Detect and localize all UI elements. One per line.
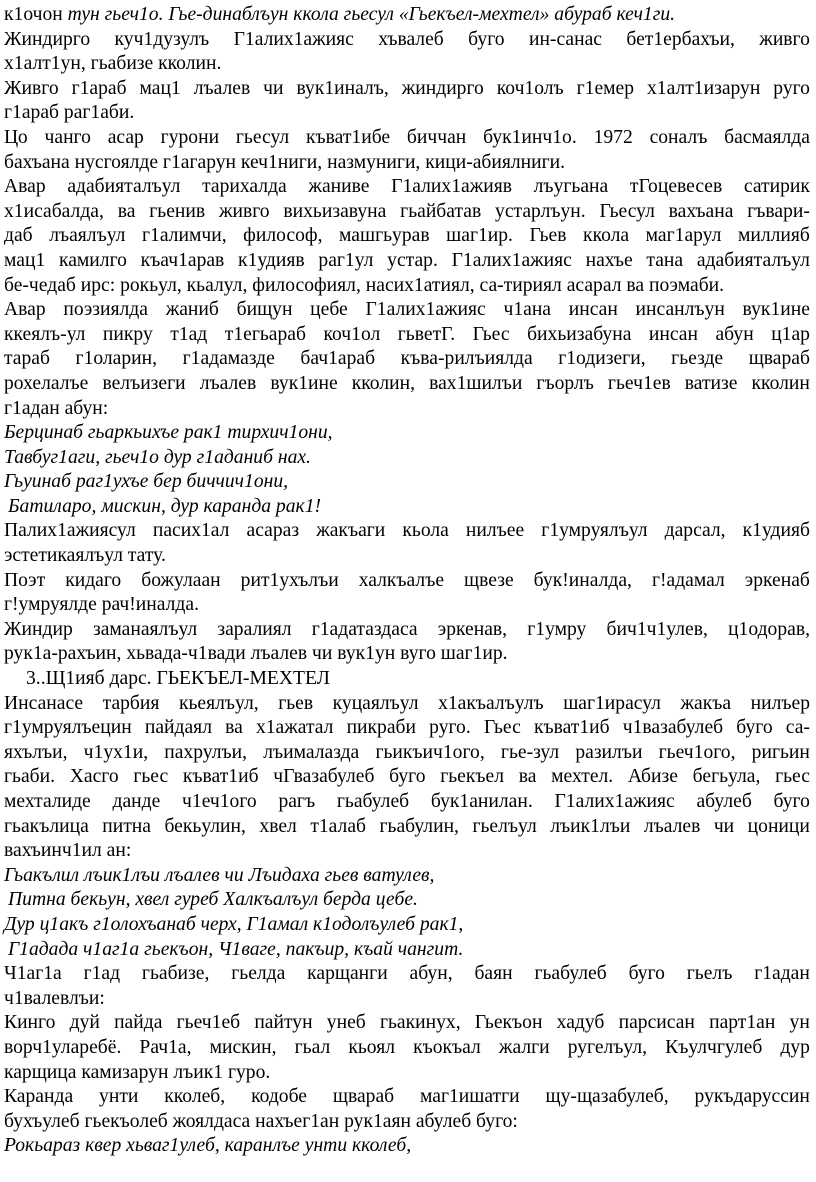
paragraph <box>4 618 810 667</box>
text-line: бахъана нусгоялде г1агарун кеч1ниги, назмуниги, кици-абиялниги. <box>4 151 566 173</box>
text-line: гьаби. Хасго гьес къват1иб чГвазабулеб буго гьекъел ва мехтел. Абизе бегьула, гьес <box>4 766 810 788</box>
text-line: Каранда унти кколеб, кодобе щвараб маг1ишатги щу-щазабулеб, рукъдаруссин <box>4 1086 810 1108</box>
verse-line: Берцинаб гьаркьихъе рак1 тирхич1они, <box>4 422 333 444</box>
text-line: Авар адабияталъул тарихалда жаниве Г1алих1ажияв лъугьана тГоцевесев сатирик <box>4 176 810 198</box>
paragraph <box>4 77 810 126</box>
text-line: ч1валевлъи: <box>4 987 105 1009</box>
verse-line: Тавбуг1аги, гьеч1о дур г1аданиб нах. <box>4 446 311 468</box>
paragraph <box>4 126 810 175</box>
text-line: Ч1аг1а г1ад гьабизе, гьелда карщанги абун, баян гьабулеб буго гьелъ г1адан <box>4 963 810 985</box>
text-line: Жиндир заманаялъул заралиял г1адатаздаса эркенав, г1умру бич1ч1улев, ц1одорав, <box>4 618 810 640</box>
text-line: карщица камизарун лъик1 гуро. <box>4 1061 271 1083</box>
text-line: эстетикаялъул тату. <box>4 545 166 567</box>
text-line: гьакълица питна бекьулин, хвел т1алаб гьабулин, гьелъул лъик1лъи лъалев чи цоници <box>4 815 810 837</box>
text-line: вахъинч1ил ан: <box>4 840 132 862</box>
text-line: мехталиде данде ч1еч1ого рагъ гьабулеб бук1анилан. Г1алих1ажияс абулеб буго <box>4 791 810 812</box>
text-line: рук1а-рахъин, хьвада-ч1вади лъалев чи вук1ун вуго шаг1ир. <box>4 643 508 665</box>
verse-stanza <box>4 421 810 519</box>
paragraph <box>4 175 810 298</box>
verse-line: Гьуинаб раг1ухъе бер биччич1они, <box>4 471 289 493</box>
verse-line: Дур ц1акъ г1олохъанаб черх, Г1амал к1одолъулеб рак1, <box>4 913 464 935</box>
paragraph <box>4 1011 810 1085</box>
verse-line: Рокьараз квер хьваг1улеб, каранлъе унти кколеб, <box>4 1135 412 1157</box>
text-line: ворч1уларебё. Рач1а, мискин, гьал кьоял къокъал жалги ругелъул, Къулчгулеб дур <box>4 1036 810 1058</box>
paragraph <box>4 1085 810 1134</box>
text-line: тараб г1оларин, г1адамазде бач1араб къва-рилъиялда г1одизеги, гьезде щвараб <box>4 348 810 370</box>
text-line: г!умруялде рач!иналда. <box>4 594 199 616</box>
verse-stanza <box>4 1134 810 1159</box>
text-line: Палих1ажиясул пасих1ал асараз жакъаги кьола нилъее г1умруялъул дарсал, к1удияб <box>4 520 810 542</box>
text-line: даб лъаялъул г1алимчи, философ, машгьурав шаг1ир. Гьев ккола маг1арул миллияб <box>4 225 810 247</box>
verse-line: Г1адада ч1аг1а гьекъон, Ч1ваге, пакъир, къай чангит. <box>8 938 464 960</box>
paragraph <box>4 569 810 618</box>
text-line: Жиндирго куч1дузулъ Г1алих1ажияс хъвалеб буго ин-санас бет1ербахъи, живго <box>4 28 810 50</box>
text-line: Цо чанго асар гурони гьесул къват1ибе биччан бук1инч1о. 1972 соналъ басмаялда <box>4 126 810 148</box>
verse-line: Питна бекьун, хвел гуреб Халкъалъул берда цебе. <box>8 889 418 911</box>
text-line: Живго г1араб мац1 лъалев чи вук1иналъ, жиндирго коч1олъ г1емер х1алт1изарун руго <box>4 77 810 99</box>
verse-stanza <box>4 864 810 962</box>
text-line: Инсанасе тарбия кьеялъул, гьев куцаялъул х1акъалъулъ шаг1ирасул жакъа нилъер <box>4 692 810 714</box>
text-line: Поэт кидаго божулаан рит1ухълъи халкъалъе щвезе бук!иналда, г!адамал эркенаб <box>4 569 810 591</box>
italic-text-run: тун гьеч1о. Гье-динаблъун ккола гьесул «Гьекъел-мехтел» абураб кеч1ги. <box>67 4 676 25</box>
text-line: бухъулеб гьекъолеб жоялдаса нахъег1ан рук1аян абулеб буго: <box>4 1110 518 1132</box>
verse-line: Батиларо, мискин, дур каранда рак1! <box>8 495 322 517</box>
text-line: Кинго дуй пайда гьеч1еб пайтун унеб гьакинух, Гьекъон хадуб парсисан парт1ан ун <box>4 1012 810 1034</box>
paragraph-continuation <box>4 3 810 77</box>
text-line: г1умруялъецин пайдаял ва х1ажатал пикраби руго. Гьес къват1иб ч1вазабулеб буго са- <box>4 717 810 739</box>
text-line <box>4 3 810 28</box>
paragraph <box>4 692 810 864</box>
text-line: г1араб раг1аби. <box>4 102 135 124</box>
text-line: х1исабалда, ва гьенив живго вихьизавуна гьайбатав устарлъун. Гьесул вахъана гъвари- <box>4 200 810 222</box>
text-line: х1алт1ун, гьабизе кколин. <box>4 53 222 75</box>
lesson-heading: 3..Щ1ияб дарс. ГЬЕКЪЕЛ-МЕХТЕЛ <box>26 668 330 690</box>
paragraph <box>4 962 810 1011</box>
text-line: яхълъи, ч1ух1и, пахрулъи, лъималазда гьикъич1ого, гье-зул разилъи гьеч1ого, ригьин <box>4 741 810 763</box>
text-run: к1очон <box>4 4 68 25</box>
text-line: мац1 камилго къач1арав к1удияв раг1ул устар. Г1алих1ажияс нахъе тана адабияталъул <box>4 249 810 271</box>
paragraph <box>4 519 810 568</box>
text-line: Авар поэзиялда жаниб бищун цебе Г1алих1ажияс ч1ана инсан инсанлъун вук1ине <box>4 299 810 321</box>
text-line: ккеялъ-ул пикру т1ад т1егьараб коч1ол гьветГ. Гьес бихьизабуна инсан абун ц1ар <box>4 323 810 345</box>
text-line: бе-чедаб ирс: рокьул, кьалул, философиял, насих1атиял, са-тириял асарал ва поэмаби. <box>4 274 725 296</box>
text-line: г1адан абун: <box>4 397 109 419</box>
text-line: рохелалъе велъизеги лъалев вук1ине кколин, вах1шилъи гъорлъ гьеч1ев ватизе кколин <box>4 372 810 394</box>
paragraph <box>4 298 810 421</box>
verse-line: Гьакълил лъик1лъи лъалев чи Лъидаха гьев ватулев, <box>4 864 435 886</box>
